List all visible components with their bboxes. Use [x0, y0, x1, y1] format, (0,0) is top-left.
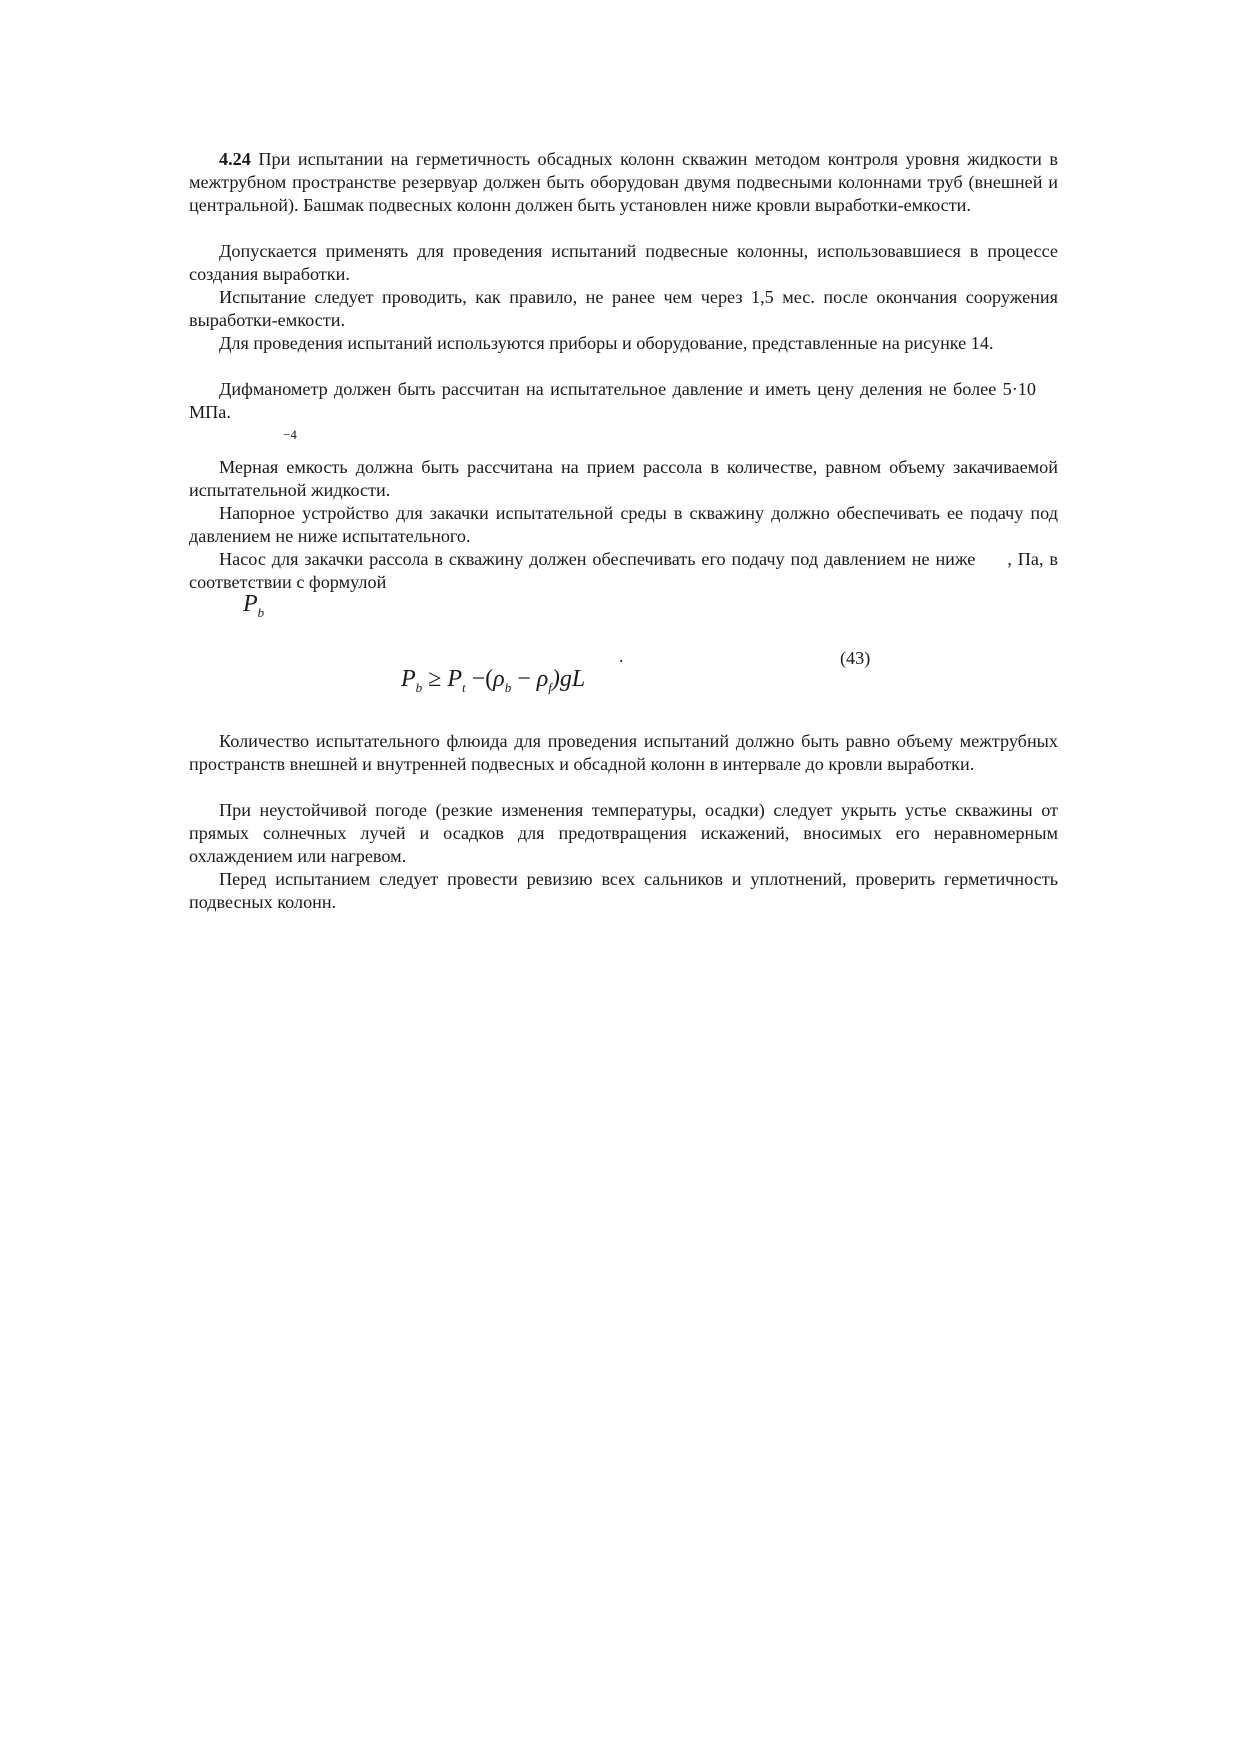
paragraph: Перед испытанием следует провести ревизию всех сальников и уплотнений, проверить герметичность подвесных колонн. — [189, 869, 1058, 912]
paragraph-difmanometer: Дифманометр должен быть рассчитан на испытательное давление и иметь цену деления не более 5·10МПа. — [189, 379, 1036, 422]
equation-number: (43) — [840, 648, 871, 668]
formula-43: $P_b \ge P_t -(\rho_b - \rho_f)gL$ — [401, 666, 586, 695]
paragraph: Мерная емкость должна быть рассчитана на прием рассола в количестве, равном объему закачиваемой испытательной жидкости. — [189, 457, 1058, 500]
paragraph: Количество испытательного флюида для проведения испытаний должно быть равно объему межтрубных пространств внешней и внутренней подвесных и обсадной колонн в интервале до кровли выработки. — [189, 731, 1058, 774]
variable-pb: $P_b$ — [243, 591, 265, 620]
paragraph-4-24: 4.24 При испытании на герметичность обсадных колонн скважин методом контроля уровня жидкости в межтрубном пространстве резервуар должен быть оборудован двумя подвесными колоннами труб (внешней и центральной). Башмак подвесных колонн должен быть установлен ниже кровли выработки-емкости. — [189, 149, 1058, 215]
formula-dot: . — [619, 646, 624, 666]
paragraph-pump: Насос для закачки рассола в скважину должен обеспечивать его подачу под давлением не ниже , Па, в соответствии с формулой — [189, 549, 1059, 592]
paragraph: Испытание следует проводить, как правило, не ранее чем через 1,5 мес. после окончания сооружения выработки-емкости. — [189, 287, 1058, 330]
paragraph: Допускается применять для проведения испытаний подвесные колонны, использовавшиеся в процессе создания выработки. — [189, 241, 1058, 284]
paragraph: Напорное устройство для закачки испытательной среды в скважину должно обеспечивать ее подачу под давлением не ниже испытательного. — [189, 503, 1058, 546]
section-number: 4.24 — [219, 149, 251, 169]
exponent: −4 — [283, 427, 297, 442]
paragraph: При неустойчивой погоде (резкие изменения температуры, осадки) следует укрыть устье скважины от прямых солнечных лучей и осадков для предотвращения искажений, вносимых его неравномерным охлаждением или нагревом. — [189, 800, 1058, 866]
paragraph: Для проведения испытаний используются приборы и оборудование, представленные на рисунке 14. — [219, 333, 994, 353]
